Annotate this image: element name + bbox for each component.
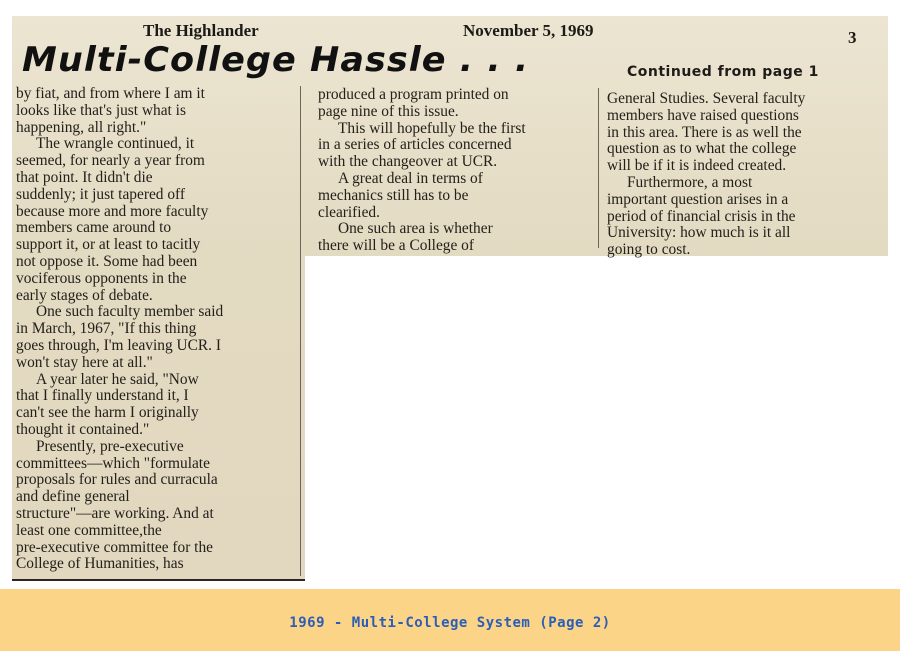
article-paragraph: [16, 439, 288, 573]
article-column-3: [607, 91, 875, 259]
text-line: period of financial crisis in the: [607, 207, 796, 225]
text-line: can't see the harm I originally: [16, 404, 199, 422]
text-line: clearified.: [318, 203, 380, 221]
text-line: This will hopefully be the first: [338, 119, 526, 137]
text-line: One such faculty member said: [36, 303, 224, 321]
article-paragraph: [318, 87, 586, 121]
article-paragraph: [16, 136, 288, 304]
text-line: page nine of this issue.: [318, 102, 459, 120]
text-line: will be if it is indeed created.: [607, 157, 787, 175]
article-column-2: [318, 87, 586, 255]
text-line: and define general: [16, 488, 130, 506]
text-line: won't stay here at all.": [16, 353, 153, 371]
text-line: because more and more faculty: [16, 202, 209, 220]
text-line: College of Humanities, has: [16, 555, 184, 573]
text-line: goes through, I'm leaving UCR. I: [16, 336, 221, 354]
text-line: University: how much is it all: [607, 224, 791, 242]
text-line: structure"—are working. And at: [16, 504, 214, 522]
article-paragraph: [607, 91, 875, 175]
article-paragraph: [318, 121, 586, 171]
newspaper-name: The Highlander: [143, 21, 259, 40]
column-divider: [300, 86, 301, 576]
text-line: with the changeover at UCR.: [318, 153, 498, 171]
text-line: The wrangle continued, it: [36, 135, 195, 153]
text-line: important question arises in a: [607, 190, 789, 208]
article-headline: Multi-College Hassle . . .: [22, 40, 530, 80]
text-line: A great deal in terms of: [338, 169, 483, 187]
text-line: Presently, pre-executive: [36, 437, 184, 455]
text-line: that point. It didn't die: [16, 168, 153, 186]
column-divider: [598, 88, 599, 248]
article-paragraph: [318, 221, 586, 255]
text-line: question as to what the college: [607, 140, 797, 158]
article-paragraph: [16, 372, 288, 439]
issue-date: November 5, 1969: [463, 21, 594, 40]
text-line: in this area. There is as well the: [607, 123, 802, 141]
text-line: committees—which "formulate: [16, 454, 210, 472]
text-line: Furthermore, a most: [627, 173, 753, 191]
text-line: in a series of articles concerned: [318, 136, 512, 154]
article-paragraph: [318, 171, 586, 221]
text-line: A year later he said, "Now: [36, 370, 199, 388]
article-column-1: [16, 86, 288, 573]
text-line: support it, or at least to tacitly: [16, 236, 201, 254]
text-line: mechanics still has to be: [318, 186, 469, 204]
text-line: by fiat, and from where I am it: [16, 85, 205, 102]
text-line: suddenly; it just tapered off: [16, 185, 185, 203]
text-line: that I finally understand it, I: [16, 387, 189, 405]
text-line: General Studies. Several faculty: [607, 90, 806, 107]
text-line: not oppose it. Some had been: [16, 252, 198, 270]
text-line: members have raised questions: [607, 106, 799, 124]
text-line: One such area is whether: [338, 220, 493, 238]
text-line: early stages of debate.: [16, 286, 153, 304]
image-caption: 1969 - Multi-College System (Page 2): [289, 615, 611, 631]
text-line: vociferous opponents in the: [16, 269, 187, 287]
text-line: least one committee,the: [16, 521, 162, 539]
continued-note: Continued from page 1: [627, 64, 819, 80]
text-line: there will be a College of: [318, 237, 474, 255]
text-line: produced a program printed on: [318, 86, 509, 103]
article-paragraph: [607, 175, 875, 259]
article-paragraph: [16, 86, 288, 136]
text-line: pre-executive committee for the: [16, 538, 213, 556]
text-line: in March, 1967, "If this thing: [16, 320, 197, 338]
text-line: going to cost.: [607, 241, 691, 259]
article-paragraph: [16, 304, 288, 371]
text-line: happening, all right.": [16, 118, 147, 136]
text-line: looks like that's just what is: [16, 101, 186, 119]
text-line: seemed, for nearly a year from: [16, 152, 205, 170]
text-line: thought it contained.": [16, 420, 150, 438]
text-line: members came around to: [16, 219, 172, 237]
text-line: proposals for rules and curracula: [16, 471, 218, 489]
page-number: 3: [848, 28, 857, 47]
